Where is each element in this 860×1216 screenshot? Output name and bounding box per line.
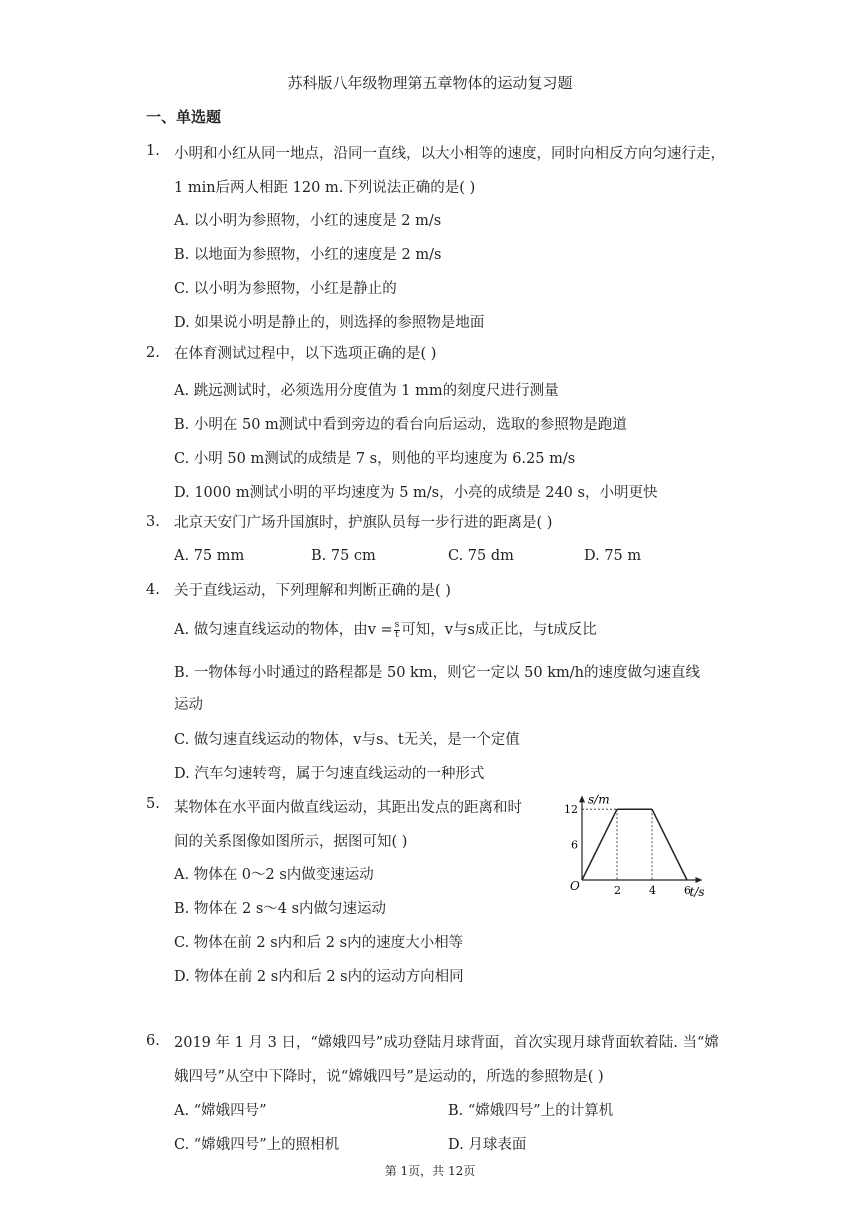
- y-tick-label: 6: [571, 838, 578, 852]
- option-1d[interactable]: D. 如果说小明是静止的，则选择的参照物是地面: [174, 315, 485, 331]
- option-4b-continued: 运动: [174, 697, 203, 713]
- option-2d[interactable]: D. 1000 m测试小明的平均速度为 5 m/s，小亮的成绩是 240 s，小明更快: [174, 485, 658, 501]
- option-3a[interactable]: A. 75 mm: [174, 548, 245, 564]
- fraction-denominator: t: [395, 629, 399, 640]
- question-number: 4.: [146, 582, 160, 598]
- page-footer: 第 1页，共 12页: [384, 1164, 476, 1178]
- option-1a[interactable]: A. 以小明为参照物，小红的速度是 2 m/s: [174, 213, 442, 229]
- distance-time-graph: [560, 784, 720, 900]
- option-3c[interactable]: C. 75 dm: [448, 548, 514, 564]
- option-1b[interactable]: B. 以地面为参照物，小红的速度是 2 m/s: [174, 247, 442, 263]
- y-axis-arrow: [579, 795, 585, 802]
- x-axis-arrow: [696, 877, 703, 883]
- option-5a[interactable]: A. 物体在 0～2 s内做变速运动: [174, 867, 374, 883]
- question-text-line-2: 间的关系图像如图所示，据图可知( ): [174, 834, 408, 850]
- question-number: 3.: [146, 514, 160, 530]
- question-text: 小明和小红从同一地点，沿同一直线，以大小相等的速度，同时向相反方向匀速行走，1 min后两人相距 120 m.下列说法正确的是( ): [174, 146, 725, 196]
- option-6b[interactable]: B. “嫦娥四号”上的计算机: [448, 1103, 614, 1119]
- option-4a[interactable]: [174, 618, 597, 640]
- question-number: 1.: [146, 143, 160, 159]
- question-number: 2.: [146, 345, 160, 361]
- data-segment: [582, 809, 617, 880]
- option-1c[interactable]: C. 以小明为参照物，小红是静止的: [174, 281, 397, 297]
- option-2a[interactable]: A. 跳远测试时，必须选用分度值为 1 mm的刻度尺进行测量: [174, 383, 559, 399]
- x-tick-label: 6: [684, 884, 691, 897]
- question-text: 2019 年 1 月 3 日，“嫦娥四号”成功登陆月球背面，首次实现月球背面软着陆. 当“嫦娥四号”从空中下降时，说“嫦娥四号”是运动的，所选的参照物是( ): [174, 1035, 719, 1085]
- option-5c[interactable]: C. 物体在前 2 s内和后 2 s内的速度大小相等: [174, 935, 464, 951]
- section-heading: 一、单选题: [146, 108, 222, 126]
- fraction-s-over-t: [394, 621, 401, 640]
- option-2b[interactable]: B. 小明在 50 m测试中看到旁边的看台向后运动，选取的参照物是跑道: [174, 417, 627, 433]
- question-text: 关于直线运动，下列理解和判断正确的是( ): [174, 583, 451, 599]
- option-6a[interactable]: A. “嫦娥四号”: [174, 1103, 267, 1119]
- fraction-numerator: s: [394, 619, 400, 630]
- x-tick-label: 2: [614, 884, 621, 897]
- option-6d[interactable]: D. 月球表面: [448, 1137, 527, 1153]
- option-4b[interactable]: B. 一物体每小时通过的路程都是 50 km，则它一定以 50 km/h的速度做匀速直线: [174, 665, 701, 681]
- y-axis-label: s/m: [588, 792, 610, 807]
- question-number: 6.: [146, 1033, 160, 1049]
- origin-label: O: [570, 879, 580, 893]
- x-axis-label: t/s: [689, 885, 705, 899]
- question-text: 在体育测试过程中，以下选项正确的是( ): [174, 346, 437, 362]
- question-number: 5.: [146, 796, 160, 812]
- option-4c[interactable]: C. 做匀速直线运动的物体，v与s、t无关，是一个定值: [174, 732, 520, 748]
- x-tick-label: 4: [649, 884, 656, 897]
- option-5b[interactable]: B. 物体在 2 s～4 s内做匀速运动: [174, 901, 387, 917]
- option-2c[interactable]: C. 小明 50 m测试的成绩是 7 s，则他的平均速度为 6.25 m/s: [174, 451, 576, 467]
- y-tick-label: 12: [564, 803, 578, 817]
- option-3d[interactable]: D. 75 m: [584, 548, 642, 564]
- option-4a-suffix: 可知，v与s成正比，与t成反比: [401, 622, 597, 638]
- option-5d[interactable]: D. 物体在前 2 s内和后 2 s内的运动方向相同: [174, 969, 464, 985]
- option-3b[interactable]: B. 75 cm: [311, 548, 376, 564]
- chart-marks: [582, 809, 687, 880]
- option-6c[interactable]: C. “嫦娥四号”上的照相机: [174, 1137, 340, 1153]
- option-4a-prefix: A. 做匀速直线运动的物体，由v =: [174, 622, 393, 638]
- chart-axes: [564, 792, 705, 899]
- option-4d[interactable]: D. 汽车匀速转弯，属于匀速直线运动的一种形式: [174, 766, 485, 782]
- question-text: 北京天安门广场升国旗时，护旗队员每一步行进的距离是( ): [174, 515, 553, 531]
- data-segment: [652, 809, 687, 880]
- question-text-line-1: 某物体在水平面内做直线运动，其距出发点的距离和时: [174, 800, 522, 816]
- page-title: 苏科版八年级物理第五章物体的运动复习题: [287, 74, 573, 92]
